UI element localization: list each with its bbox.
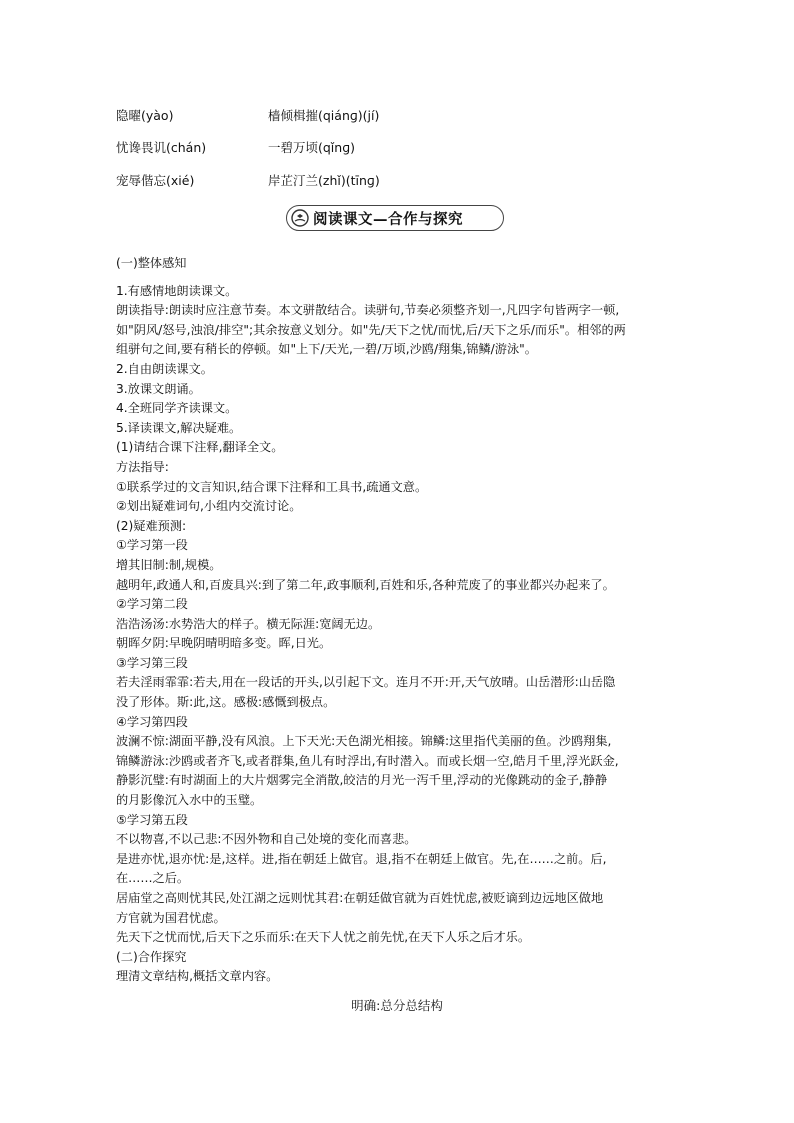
- content-line: (2)疑难预测:: [116, 518, 187, 533]
- content-line: 4.全班同学齐读课文。: [116, 401, 238, 416]
- content-line: 如"阴风/怒号,浊浪/排空";其余按意义划分。如"先/天下之忧/而忧,后/天下之乐/而乐"。相邻的两: [116, 322, 626, 337]
- vocab-item: 忧谗畏讥(chán): [116, 140, 207, 155]
- vocab-item: 一碧万顷(qǐnɡ): [268, 140, 356, 155]
- content-line: 若夫淫雨霏霏:若夫,用在一段话的开头,以引起下文。连月不开:开,天气放晴。山岳潜形:山岳隐: [116, 675, 616, 690]
- content-line: ③学习第三段: [116, 655, 188, 670]
- subsection-heading: (一)整体感知: [116, 256, 187, 270]
- content-line: ②划出疑难词句,小组内交流讨论。: [116, 499, 302, 514]
- content-line: 锦鳞游泳:沙鸥或者齐飞,或者群集,鱼儿有时浮出,有时潜入。而或长烟一空,皓月千里,浮光跃金,: [116, 753, 619, 768]
- content-line: 3.放课文朗诵。: [116, 381, 201, 396]
- book-icon: [291, 209, 309, 227]
- content-line: ①学习第一段: [116, 538, 188, 553]
- content-line: ⑤学习第五段: [116, 812, 188, 827]
- content-line: ①联系学过的文言知识,结合课下注释和工具书,疏通文意。: [116, 479, 428, 494]
- content-line: ②学习第二段: [116, 597, 188, 612]
- content-line: 理清文章结构,概括文章内容。: [116, 969, 279, 984]
- content-line: (二)合作探究: [116, 949, 187, 964]
- content-line: 1.有感情地朗读课文。: [116, 283, 238, 298]
- content-line: 是进亦忧,退亦忧:是,这样。进,指在朝廷上做官。退,指不在朝廷上做官。先,在……之前。后,: [116, 851, 607, 866]
- content-line: 增其旧制:制,规模。: [116, 557, 222, 572]
- section-title: 阅读课文—合作与探究: [313, 211, 463, 228]
- content-line: 方法指导:: [116, 459, 169, 474]
- content-line: (1)请结合课下注释,翻译全文。: [116, 440, 284, 455]
- content-line: 的月影像沉入水中的玉璧。: [116, 793, 263, 808]
- conclusion-text: 明确:总分总结构: [351, 998, 443, 1013]
- lesson-content: [116, 254, 692, 987]
- content-line: 居庙堂之高则忧其民,处江湖之远则忧其君:在朝廷做官就为百姓忧虑,被贬谪到边远地区做地: [116, 891, 604, 905]
- content-line: 不以物喜,不以己悲:不因外物和自己处境的变化而喜悲。: [116, 832, 417, 847]
- content-line: 在……之后。: [116, 871, 190, 886]
- content-line: 5.译读课文,解决疑难。: [116, 420, 242, 435]
- content-line: 波澜不惊:湖面平静,没有风浪。上下天光:天色湖光相接。锦鳞:这里指代美丽的鱼。沙鸥翔集,: [116, 734, 612, 749]
- content-line: 组骈句之间,要有稍长的停顿。如"上下/天光,一碧/万顷,沙鸥/翔集,锦鳞/游泳"。: [116, 342, 537, 357]
- content-line: 朝晖夕阴:早晚阴晴明暗多变。晖,日光。: [116, 636, 332, 651]
- content-line: 没了形体。斯:此,这。感极:感慨到极点。: [116, 695, 336, 710]
- vocab-item: 隐曜(yào): [116, 108, 174, 123]
- content-line: 2.自由朗读课文。: [116, 361, 213, 376]
- content-line: 方官就为国君忧虑。: [116, 910, 226, 925]
- vocab-item: 樯倾楫摧(qiánɡ)(jí): [268, 108, 380, 123]
- content-line: 浩浩汤汤:水势浩大的样子。横无际涯:宽阔无边。: [116, 616, 381, 631]
- vocab-item: 宠辱偕忘(xié): [116, 173, 195, 188]
- content-line: 越明年,政通人和,百废具兴:到了第二年,政事顺利,百姓和乐,各种荒废了的事业都兴办起来了。: [116, 577, 615, 592]
- content-line: ④学习第四段: [116, 714, 188, 729]
- section-banner: [286, 205, 504, 231]
- vocab-item: 岸芷汀兰(zhǐ)(tīnɡ): [268, 173, 380, 188]
- content-line: 静影沉璧:有时湖面上的大片烟雾完全消散,皎洁的月光一泻千里,浮动的光像跳动的金子,静静: [116, 773, 608, 788]
- content-line: 朗读指导:朗读时应注意节奏。本文骈散结合。读骈句,节奏必须整齐划一,凡四字句皆两字一顿,: [116, 303, 620, 318]
- content-line: 先天下之忧而忧,后天下之乐而乐:在天下人忧之前先忧,在天下人乐之后才乐。: [116, 930, 531, 945]
